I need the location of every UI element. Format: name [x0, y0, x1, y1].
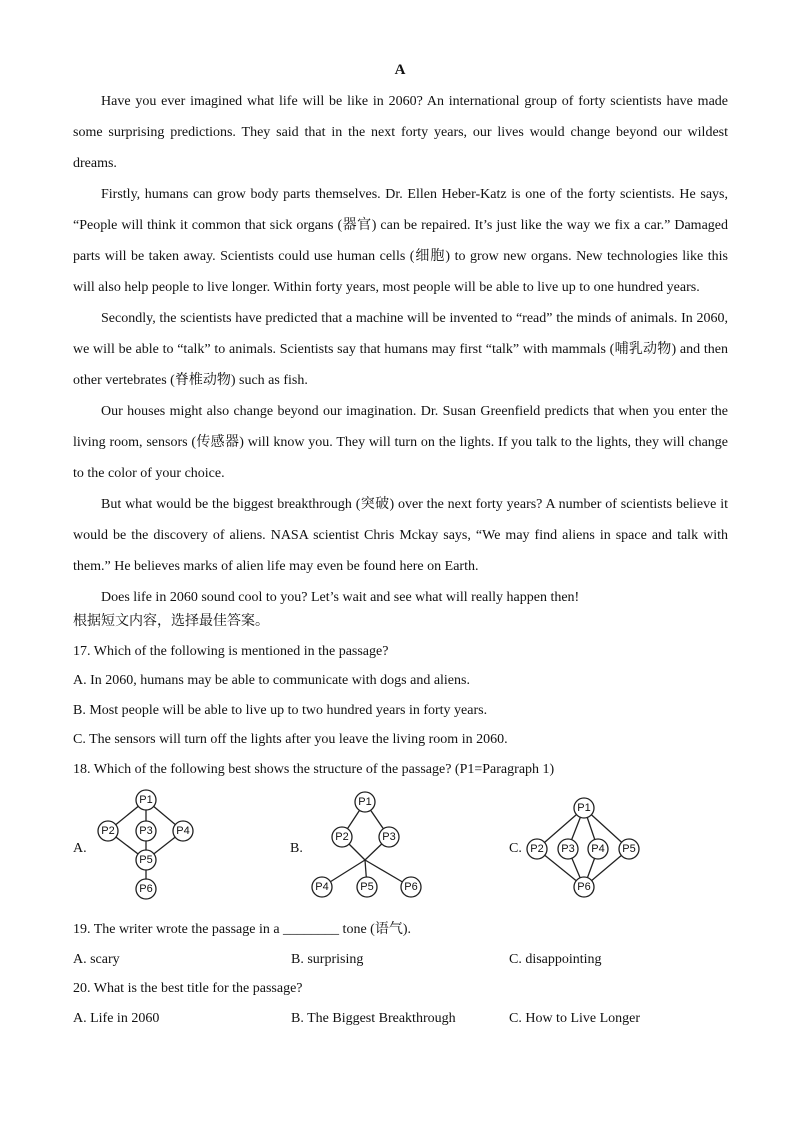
- node-label-p4: P4: [591, 843, 605, 855]
- paragraph-4: Our houses might also change beyond our imagination. Dr. Susan Greenfield predicts that when you enter the living room, sensors (传感器) will know you. They will turn on the lights. If you talk to the lights, they will change to the color of your choice.: [73, 404, 728, 481]
- q18-option-b: B.: [290, 841, 303, 856]
- q19-text: 19. The writer wrote the passage in a ________ tone (语气).: [73, 922, 411, 937]
- node-label-p3: P3: [139, 825, 153, 837]
- section-title: A: [394, 62, 406, 78]
- node-label-p4: P4: [176, 825, 190, 837]
- paragraph-2: Firstly, humans can grow body parts themselves. Dr. Ellen Heber-Katz is one of the forty scientists. He says, “People will think it common that sick organs (器官) can be repaired. It’s just like the way we fix a car.” Damaged parts will be taken away. Scientists could use human cells (细胞) to grow new organs. New technologies like this will also help people to live longer. Within forty years, most people will be able to live up to one hundred years.: [73, 187, 728, 295]
- q19-option-b: B. surprising: [291, 951, 364, 967]
- node-label-p1: P1: [139, 794, 153, 806]
- q19-option-a: A. scary: [73, 951, 120, 967]
- node-label-p2: P2: [101, 825, 115, 837]
- node-label-p6: P6: [139, 883, 153, 895]
- node-label-p3: P3: [561, 843, 575, 855]
- paragraph-5: But what would be the biggest breakthrough (突破) over the next forty years? A number of scientists believe it would be the discovery of aliens. NASA scientist Chris Mckay says, “We may find aliens in space and talk with them.” He believes marks of alien life may even be found here on Earth.: [73, 497, 728, 574]
- instruction: 根据短文内容，选择最佳答案。: [73, 614, 269, 629]
- node-label-p6: P6: [577, 881, 591, 893]
- node-label-p5: P5: [622, 843, 636, 855]
- q17-option-b: B. Most people will be able to live up to two hundred years in forty years.: [73, 702, 488, 718]
- questions-block: [73, 607, 728, 784]
- node-label-p1: P1: [577, 802, 591, 814]
- reading-passage: [73, 86, 728, 613]
- node-label-p6: P6: [404, 881, 418, 893]
- q19-options: [73, 945, 728, 975]
- node-label-p1: P1: [358, 796, 372, 808]
- q17-text: 17. Which of the following is mentioned in the passage?: [73, 643, 389, 659]
- q18-text: 18. Which of the following best shows the structure of the passage? (P1=Paragraph 1): [73, 761, 555, 777]
- q20-option-c: C. How to Live Longer: [509, 1010, 641, 1026]
- q18-option-c: C.: [509, 841, 522, 856]
- questions-tail: [73, 915, 728, 1033]
- q19-option-c: C. disappointing: [509, 951, 602, 967]
- diagram-c: [523, 783, 653, 908]
- q18-diagrams: [73, 783, 733, 908]
- q20-option-a: A. Life in 2060: [73, 1010, 160, 1026]
- q20-options: [73, 1004, 728, 1034]
- node-label-p2: P2: [335, 831, 349, 843]
- paragraph-6: Does life in 2060 sound cool to you? Let’s wait and see what will really happen then!: [101, 590, 580, 605]
- diagram-b: [303, 783, 433, 908]
- node-label-p3: P3: [382, 831, 396, 843]
- q17-option-c: C. The sensors will turn off the lights after you leave the living room in 2060.: [73, 732, 508, 747]
- node-label-p2: P2: [530, 843, 544, 855]
- node-label-p5: P5: [360, 881, 374, 893]
- node-label-p5: P5: [139, 854, 153, 866]
- q20-text: 20. What is the best title for the passage?: [73, 981, 303, 996]
- q17-option-a: A. In 2060, humans may be able to communicate with dogs and aliens.: [73, 673, 470, 688]
- node-label-p4: P4: [315, 881, 329, 893]
- paragraph-1: Have you ever imagined what life will be like in 2060? An international group of forty scientists have made some surprising predictions. They said that in the next forty years, our lives would change beyond our wildest dreams.: [73, 94, 728, 171]
- paragraph-3: Secondly, the scientists have predicted that a machine will be invented to “read” the minds of animals. In 2060, we will be able to “talk” to animals. Scientists say that humans may first “talk” with mammals (哺乳动物) and then other vertebrates (脊椎动物) such as fish.: [73, 311, 728, 388]
- q18-option-a: A.: [73, 841, 87, 856]
- diagram-a: [93, 783, 203, 908]
- q20-option-b: B. The Biggest Breakthrough: [291, 1010, 456, 1026]
